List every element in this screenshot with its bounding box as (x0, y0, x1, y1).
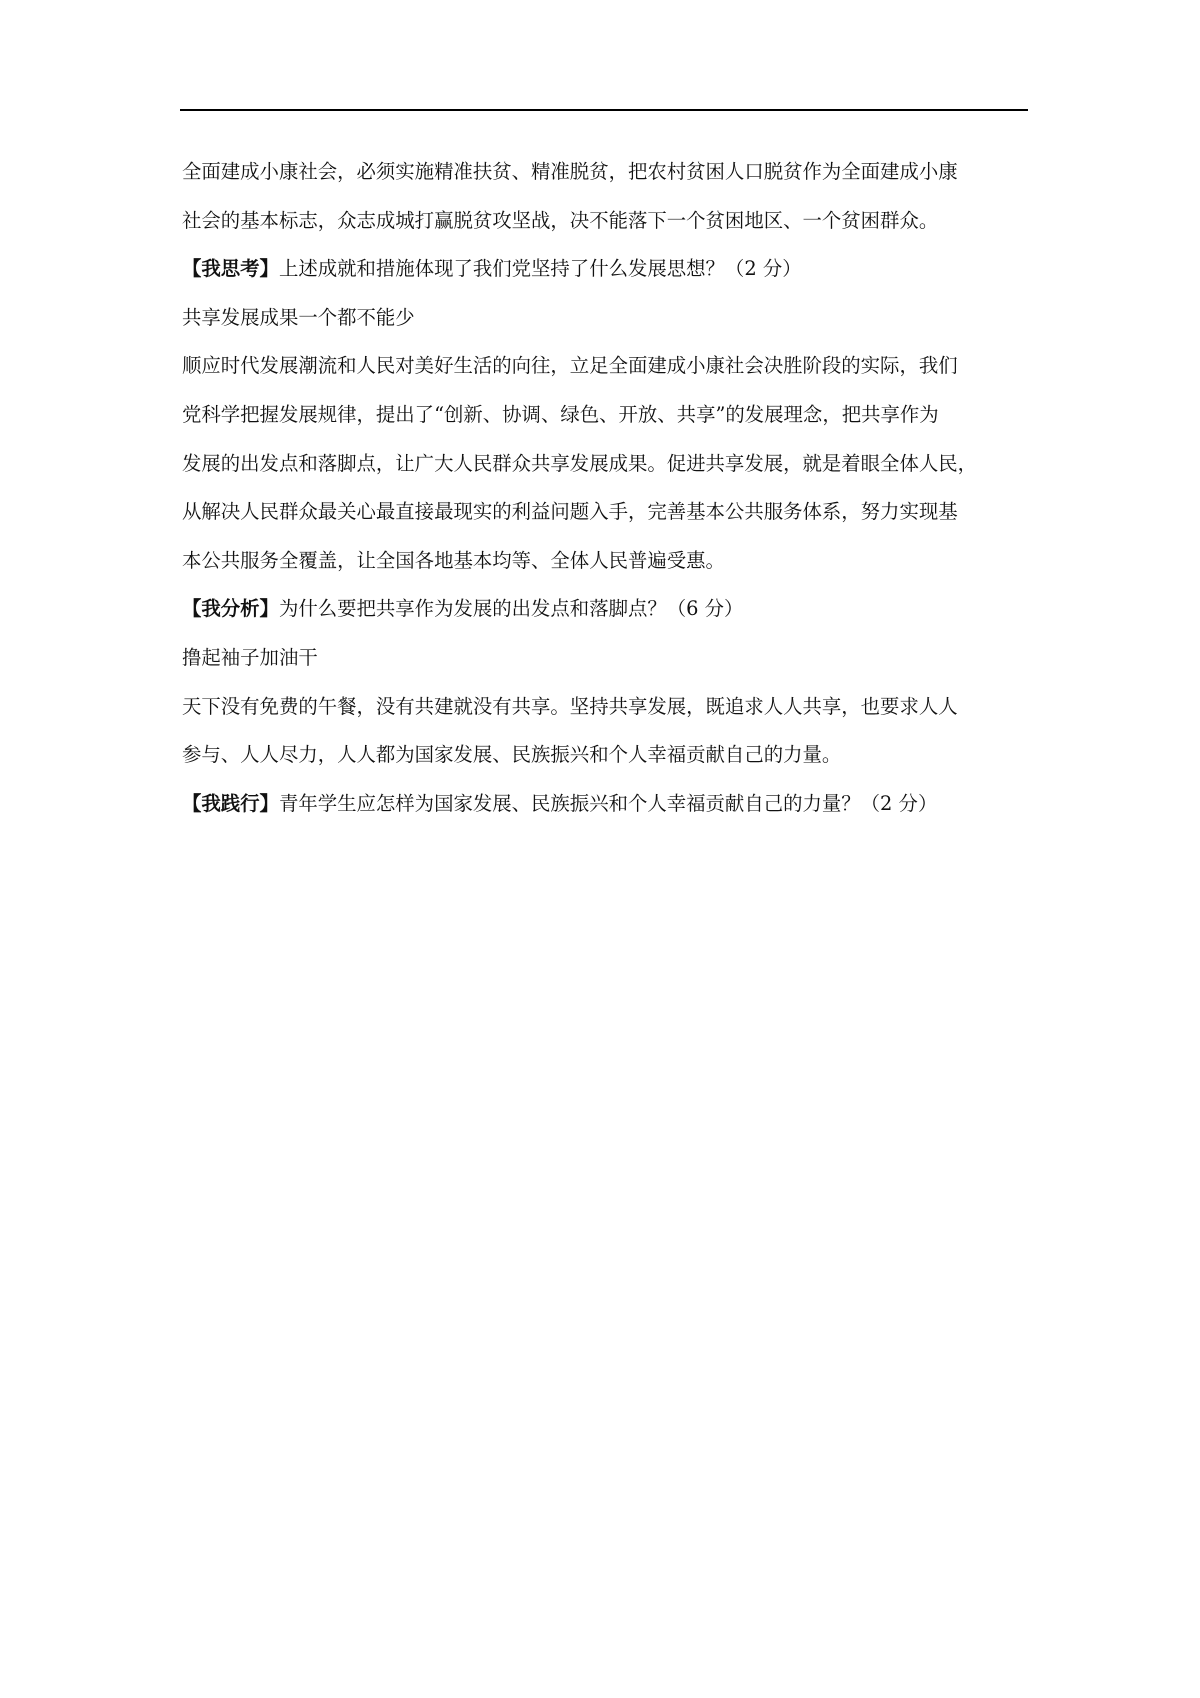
question-practice (182, 780, 1028, 829)
question-analyze (182, 585, 1028, 634)
document-body (182, 148, 1028, 828)
paragraph-line: 参与、人人尽力，人人都为国家发展、民族振兴和个人幸福贡献自己的力量。 (182, 743, 842, 767)
section-heading: 撸起袖子加油干 (182, 645, 318, 669)
paragraph-line: 从解决人民群众最关心最直接最现实的利益问题入手，完善基本公共服务体系，努力实现基 (182, 500, 958, 524)
question-text: 青年学生应怎样为国家发展、民族振兴和个人幸福贡献自己的力量？（2 分） (278, 791, 938, 815)
question-tag: 【我践行】 (182, 791, 279, 815)
section-heading: 共享发展成果一个都不能少 (182, 305, 415, 329)
question-text: 为什么要把共享作为发展的出发点和落脚点？（6 分） (278, 597, 744, 621)
question-tag: 【我分析】 (182, 597, 279, 621)
paragraph-line: 顺应时代发展潮流和人民对美好生活的向往，立足全面建成小康社会决胜阶段的实际，我们 (182, 354, 958, 378)
header-rule (180, 109, 1028, 111)
question-text: 上述成就和措施体现了我们党坚持了什么发展思想？（2 分） (278, 257, 802, 281)
paragraph-line: 天下没有免费的午餐，没有共建就没有共享。坚持共享发展，既追求人人共享，也要求人人 (182, 694, 958, 718)
paragraph-line: 发展的出发点和落脚点，让广大人民群众共享发展成果。促进共享发展，就是着眼全体人民， (182, 451, 978, 475)
paragraph-line: 全面建成小康社会，必须实施精准扶贫、精准脱贫，把农村贫困人口脱贫作为全面建成小康 (182, 160, 958, 183)
paragraph-line: 本公共服务全覆盖，让全国各地基本均等、全体人民普遍受惠。 (182, 548, 725, 572)
question-tag: 【我思考】 (182, 257, 279, 281)
question-think (182, 245, 1028, 294)
paragraph-line: 党科学把握发展规律，提出了“创新、协调、绿色、开放、共享”的发展理念，把共享作为 (182, 402, 939, 426)
paragraph-line: 社会的基本标志，众志成城打赢脱贫攻坚战，决不能落下一个贫困地区、一个贫困群众。 (182, 208, 939, 232)
